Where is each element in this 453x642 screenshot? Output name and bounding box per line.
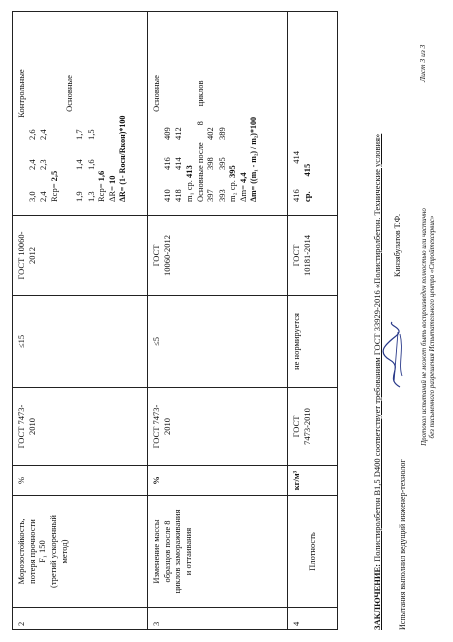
row-number: 2 [13, 608, 148, 630]
table-row [13, 12, 148, 630]
unit: % [148, 466, 288, 496]
test-method-doc: ГОСТ 10060-2012 [148, 216, 288, 296]
parameter-name: Морозостойкость, потеря прочности F₁ 150 (третий ускоренный метод) [13, 496, 148, 608]
test-results: Контрольные 3,0 2,4 2,6 2,4 2,3 2,4 Rcp= 2,5 Основные 1,9 1,4 1,7 1,3 1,6 1,5 Rcp= 1,6 ΔR= 10 ΔR= (1- Rосн/Rкон)*100 [13, 12, 148, 216]
signature-icon [380, 320, 408, 390]
parameter-name: Изменение массы образцов после 8 циклов замораживания и оттаивания [148, 496, 288, 608]
normative-doc: ГОСТ 7473-2010 [288, 388, 338, 466]
test-method-doc: ГОСТ 10060- 2012 [13, 216, 148, 296]
conclusion-label: ЗАКЛЮЧЕНИЕ: [372, 564, 382, 630]
normative-doc: ГОСТ 7473- 2010 [13, 388, 148, 466]
performer-name: Кинзябулатов Т.Ф. [393, 213, 402, 277]
row-number: 4 [288, 608, 338, 630]
test-results: 416 414 ср. 415 [288, 12, 338, 216]
page-number: Лист 3 из 3 [418, 44, 427, 82]
normative-doc: ГОСТ 7473- 2010 [148, 388, 288, 466]
table-row [148, 12, 288, 630]
unit: % [13, 466, 148, 496]
requirement: ≤5 [148, 296, 288, 388]
row-number: 3 [148, 608, 288, 630]
requirement: ≤15 [13, 296, 148, 388]
parameter-name: Плотность [288, 496, 338, 608]
test-results-table [12, 11, 338, 630]
test-results: Основные 410 416 409 418 414 412 m₁ ср. 413 Основные после 8 циклов 397 398 402 393 395 389 m₂ ср. 395 Δm= 4,4 Δm= ((m₁ - m₂) / m₂)*100 [148, 12, 288, 216]
table-row [288, 12, 338, 630]
performer-line: Испытания выполнил ведущий инженер-технолог [398, 459, 407, 630]
unit: кг/м³ [288, 466, 338, 496]
test-method-doc: ГОСТ 10181-2014 [288, 216, 338, 296]
conclusion-text: Полистиролбетон В1,5 D400 соответствует требованиям ГОСТ 33929-2016 «Полистиролбетон. Технические условия» [372, 133, 382, 564]
disclaimer-note: Протокол испытаний не может быть воспроизведен полностью или частично без письменного разрешения Испытательного центра «Стройтехсервис» [420, 208, 436, 446]
requirement: не нормируется [288, 296, 338, 388]
